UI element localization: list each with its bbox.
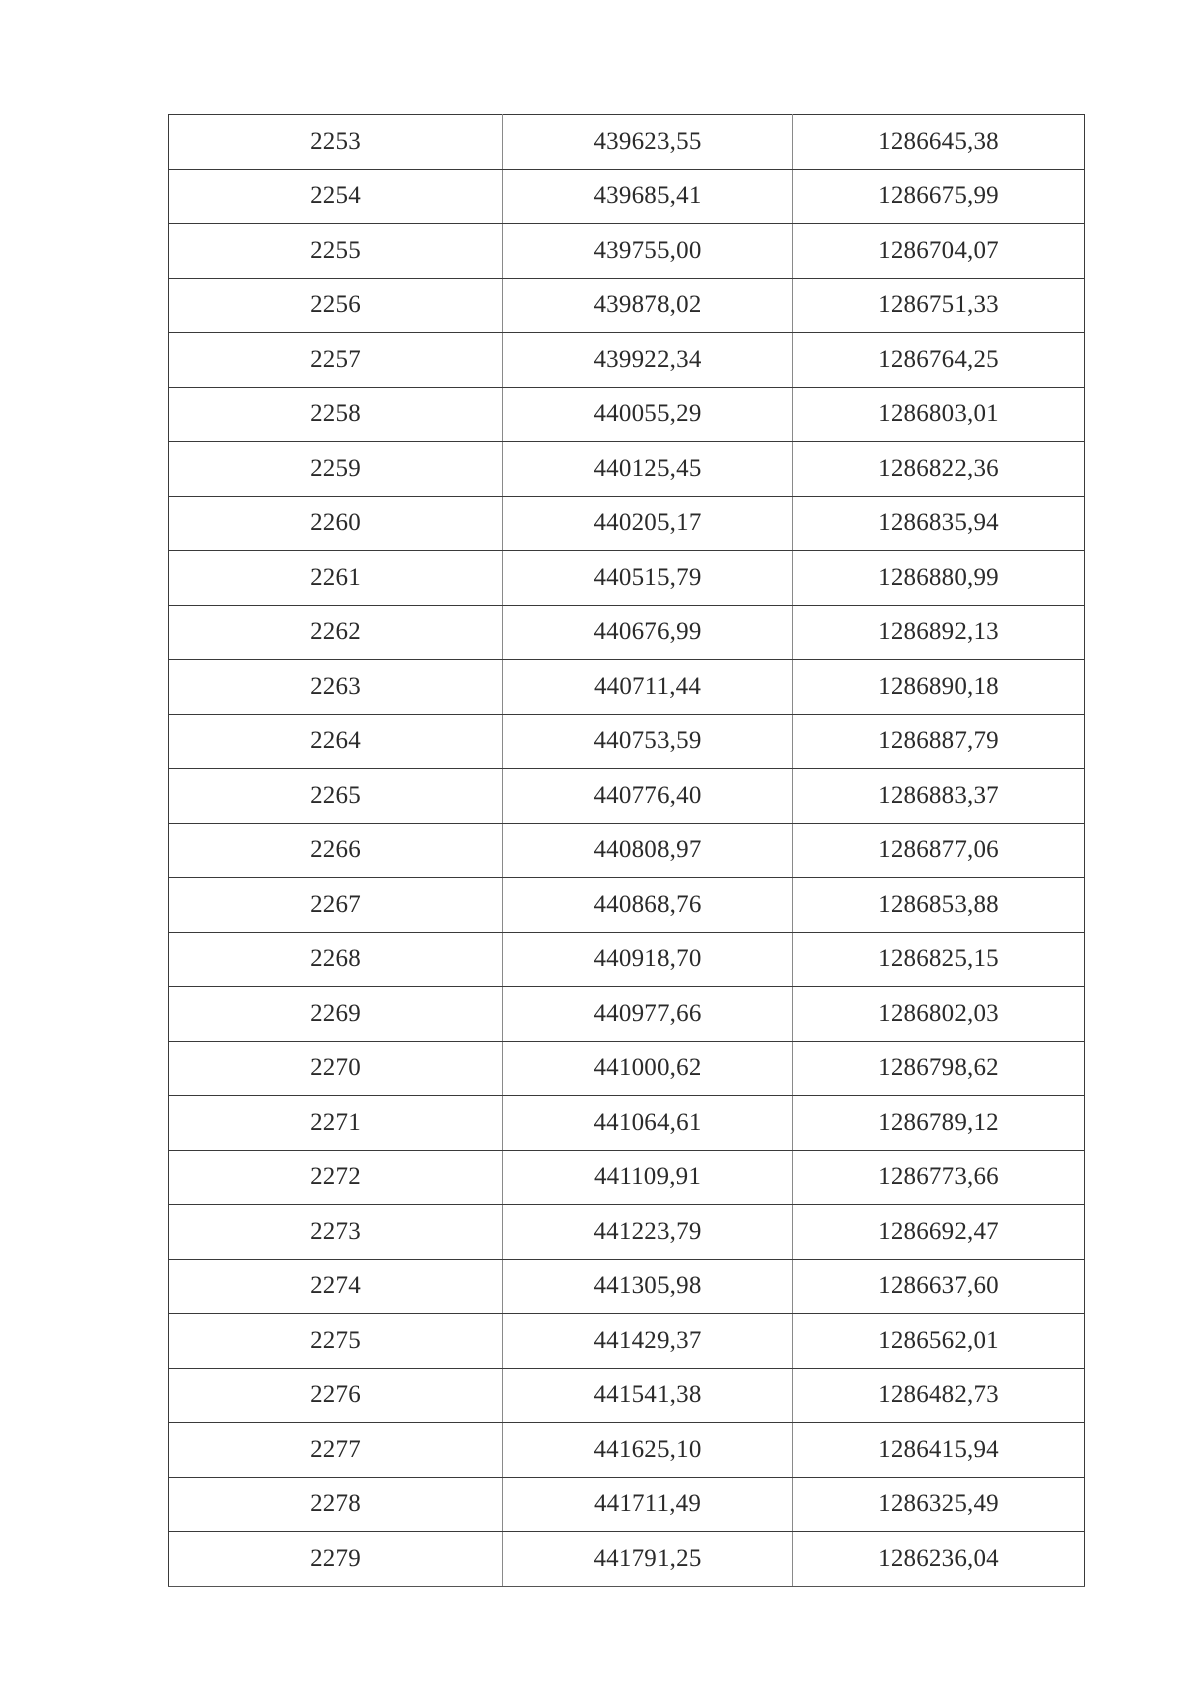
table-row — [169, 1423, 1085, 1478]
y-coordinate-cell: 1286887,79 — [793, 714, 1085, 769]
x-coordinate-cell: 441305,98 — [503, 1259, 793, 1314]
coordinates-table — [168, 114, 1085, 1587]
x-coordinate-cell: 440125,45 — [503, 442, 793, 497]
point-number-cell: 2271 — [169, 1096, 503, 1151]
x-coordinate-cell: 440711,44 — [503, 660, 793, 715]
x-coordinate-cell: 440776,40 — [503, 769, 793, 824]
y-coordinate-cell: 1286692,47 — [793, 1205, 1085, 1260]
table-row — [169, 1259, 1085, 1314]
x-coordinate-cell: 441711,49 — [503, 1477, 793, 1532]
y-coordinate-cell: 1286325,49 — [793, 1477, 1085, 1532]
y-coordinate-cell: 1286764,25 — [793, 333, 1085, 388]
table-row — [169, 551, 1085, 606]
y-coordinate-cell: 1286704,07 — [793, 224, 1085, 279]
x-coordinate-cell: 441541,38 — [503, 1368, 793, 1423]
table-row — [169, 1205, 1085, 1260]
y-coordinate-cell: 1286853,88 — [793, 878, 1085, 933]
y-coordinate-cell: 1286825,15 — [793, 932, 1085, 987]
table-row — [169, 987, 1085, 1042]
point-number-cell: 2261 — [169, 551, 503, 606]
table-row — [169, 115, 1085, 170]
y-coordinate-cell: 1286236,04 — [793, 1532, 1085, 1587]
table-row — [169, 1368, 1085, 1423]
y-coordinate-cell: 1286773,66 — [793, 1150, 1085, 1205]
x-coordinate-cell: 440515,79 — [503, 551, 793, 606]
y-coordinate-cell: 1286562,01 — [793, 1314, 1085, 1369]
table-row — [169, 278, 1085, 333]
point-number-cell: 2262 — [169, 605, 503, 660]
x-coordinate-cell: 439685,41 — [503, 169, 793, 224]
y-coordinate-cell: 1286802,03 — [793, 987, 1085, 1042]
y-coordinate-cell: 1286675,99 — [793, 169, 1085, 224]
x-coordinate-cell: 440808,97 — [503, 823, 793, 878]
table-row — [169, 1532, 1085, 1587]
y-coordinate-cell: 1286482,73 — [793, 1368, 1085, 1423]
x-coordinate-cell: 441625,10 — [503, 1423, 793, 1478]
point-number-cell: 2253 — [169, 115, 503, 170]
point-number-cell: 2258 — [169, 387, 503, 442]
x-coordinate-cell: 440753,59 — [503, 714, 793, 769]
table-row — [169, 660, 1085, 715]
point-number-cell: 2256 — [169, 278, 503, 333]
x-coordinate-cell: 441223,79 — [503, 1205, 793, 1260]
table-row — [169, 932, 1085, 987]
y-coordinate-cell: 1286803,01 — [793, 387, 1085, 442]
x-coordinate-cell: 439922,34 — [503, 333, 793, 388]
point-number-cell: 2277 — [169, 1423, 503, 1478]
y-coordinate-cell: 1286880,99 — [793, 551, 1085, 606]
table-row — [169, 496, 1085, 551]
table-row — [169, 769, 1085, 824]
point-number-cell: 2264 — [169, 714, 503, 769]
y-coordinate-cell: 1286877,06 — [793, 823, 1085, 878]
y-coordinate-cell: 1286645,38 — [793, 115, 1085, 170]
x-coordinate-cell: 440205,17 — [503, 496, 793, 551]
point-number-cell: 2254 — [169, 169, 503, 224]
point-number-cell: 2269 — [169, 987, 503, 1042]
y-coordinate-cell: 1286798,62 — [793, 1041, 1085, 1096]
y-coordinate-cell: 1286415,94 — [793, 1423, 1085, 1478]
y-coordinate-cell: 1286883,37 — [793, 769, 1085, 824]
point-number-cell: 2266 — [169, 823, 503, 878]
table-row — [169, 605, 1085, 660]
point-number-cell: 2257 — [169, 333, 503, 388]
table-row — [169, 1150, 1085, 1205]
y-coordinate-cell: 1286751,33 — [793, 278, 1085, 333]
table-row — [169, 823, 1085, 878]
point-number-cell: 2268 — [169, 932, 503, 987]
y-coordinate-cell: 1286637,60 — [793, 1259, 1085, 1314]
table-row — [169, 224, 1085, 279]
x-coordinate-cell: 441109,91 — [503, 1150, 793, 1205]
point-number-cell: 2255 — [169, 224, 503, 279]
point-number-cell: 2275 — [169, 1314, 503, 1369]
point-number-cell: 2260 — [169, 496, 503, 551]
point-number-cell: 2273 — [169, 1205, 503, 1260]
point-number-cell: 2270 — [169, 1041, 503, 1096]
table-row — [169, 1477, 1085, 1532]
x-coordinate-cell: 441429,37 — [503, 1314, 793, 1369]
point-number-cell: 2278 — [169, 1477, 503, 1532]
table-row — [169, 333, 1085, 388]
x-coordinate-cell: 441064,61 — [503, 1096, 793, 1151]
point-number-cell: 2276 — [169, 1368, 503, 1423]
point-number-cell: 2274 — [169, 1259, 503, 1314]
x-coordinate-cell: 440918,70 — [503, 932, 793, 987]
table-row — [169, 714, 1085, 769]
x-coordinate-cell: 440868,76 — [503, 878, 793, 933]
table-row — [169, 387, 1085, 442]
x-coordinate-cell: 441000,62 — [503, 1041, 793, 1096]
y-coordinate-cell: 1286835,94 — [793, 496, 1085, 551]
point-number-cell: 2265 — [169, 769, 503, 824]
x-coordinate-cell: 440676,99 — [503, 605, 793, 660]
coordinates-table-body — [169, 115, 1085, 1587]
x-coordinate-cell: 440055,29 — [503, 387, 793, 442]
x-coordinate-cell: 440977,66 — [503, 987, 793, 1042]
table-row — [169, 169, 1085, 224]
x-coordinate-cell: 439623,55 — [503, 115, 793, 170]
x-coordinate-cell: 439878,02 — [503, 278, 793, 333]
point-number-cell: 2272 — [169, 1150, 503, 1205]
table-row — [169, 1096, 1085, 1151]
y-coordinate-cell: 1286890,18 — [793, 660, 1085, 715]
point-number-cell: 2259 — [169, 442, 503, 497]
table-row — [169, 442, 1085, 497]
x-coordinate-cell: 441791,25 — [503, 1532, 793, 1587]
table-row — [169, 878, 1085, 933]
table-row — [169, 1041, 1085, 1096]
point-number-cell: 2267 — [169, 878, 503, 933]
y-coordinate-cell: 1286789,12 — [793, 1096, 1085, 1151]
y-coordinate-cell: 1286822,36 — [793, 442, 1085, 497]
y-coordinate-cell: 1286892,13 — [793, 605, 1085, 660]
point-number-cell: 2279 — [169, 1532, 503, 1587]
x-coordinate-cell: 439755,00 — [503, 224, 793, 279]
table-row — [169, 1314, 1085, 1369]
point-number-cell: 2263 — [169, 660, 503, 715]
